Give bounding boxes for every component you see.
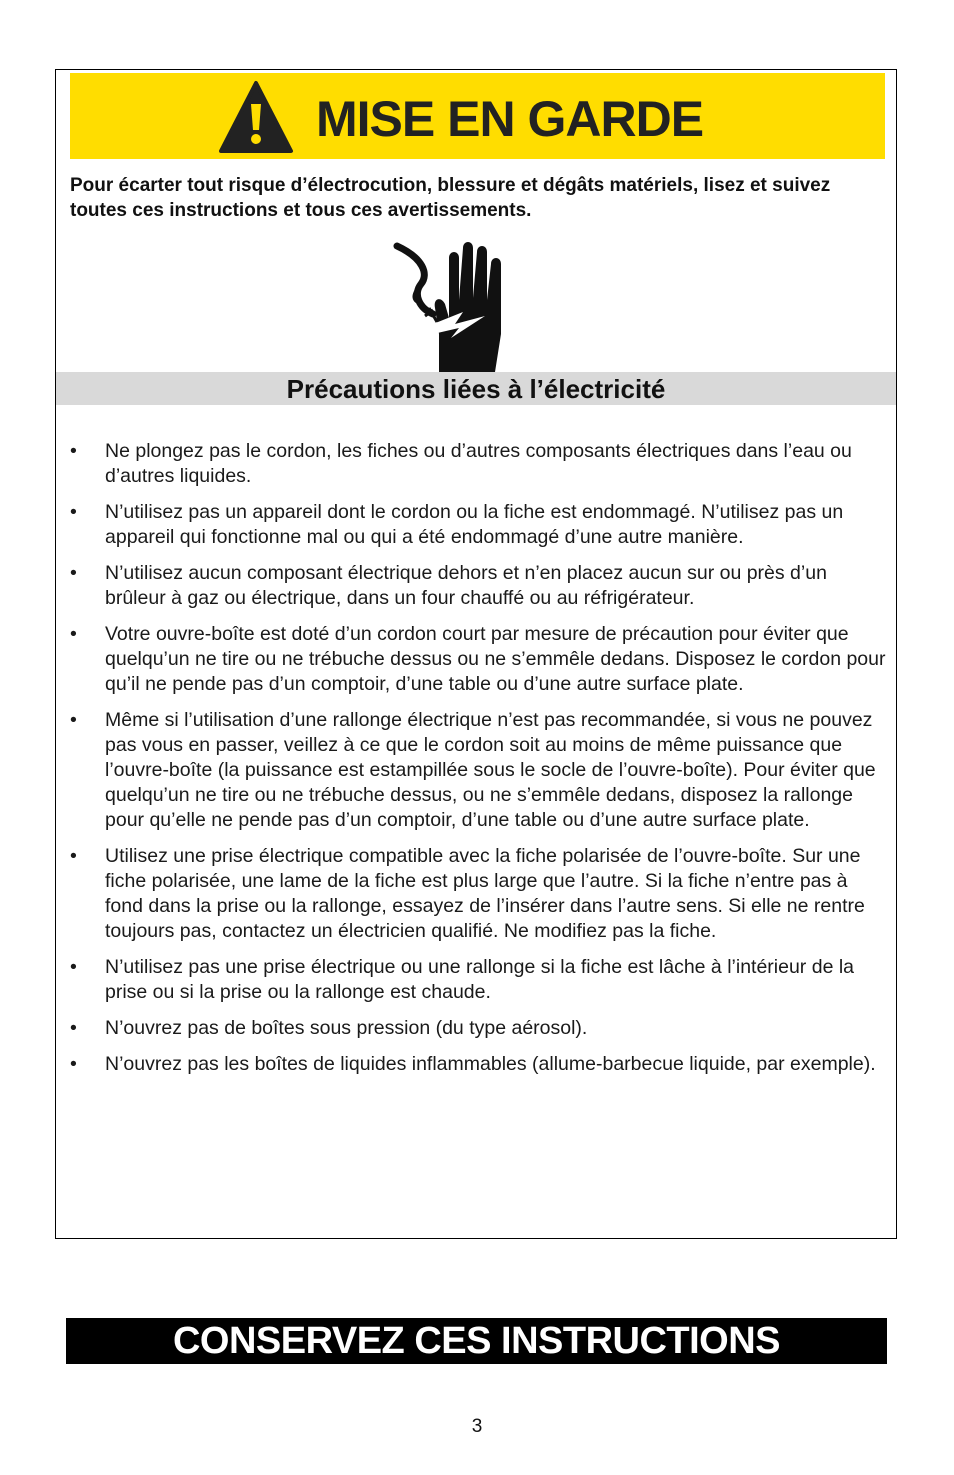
list-item-text: N’ouvrez pas les boîtes de liquides inflammables (allume-barbecue liquide, par exemple).: [105, 1053, 876, 1075]
page-number: 3: [471, 1416, 483, 1437]
bullet: •: [70, 623, 77, 645]
list-item: [70, 439, 890, 489]
bullet: •: [70, 562, 77, 584]
banner-title: MISE EN GARDE: [316, 91, 704, 147]
bullet: •: [70, 845, 77, 867]
bullet: •: [70, 956, 77, 978]
list-item-text: N’ouvrez pas de boîtes sous pression (du type aérosol).: [105, 1017, 588, 1039]
list-item: [70, 1052, 890, 1077]
bullet: •: [70, 1017, 77, 1039]
list-item-text: Même si l’utilisation d’une rallonge électrique n’est pas recommandée, si vous ne pouvez pas vous en passer, veillez à ce que le cordon soit au moins de même puissance que l’ouvre-boîte (la puissance est estampillée sous le socle de l’ouvre-boîte). Pour éviter que quelqu’un ne tire ou ne trébuche dessus, ou ne s’emmêle dedans, disposez la rallonge pour qu’elle ne pende pas d’un comptoir, d’une table ou d’une autre surface plate.: [105, 709, 876, 831]
list-item-text: Utilisez une prise électrique compatible avec la fiche polarisée de l’ouvre-boîte. Sur une fiche polarisée, une lame de la fiche est plus large que l’autre. Si la fiche n’entre pas à fond dans la prise ou la rallonge, essayez de l’insérer dans l’autre sens. Si elle ne rentre toujours pas, contactez un électricien qualifié. Ne modifiez pas la fiche.: [105, 845, 865, 942]
save-instructions-banner: [66, 1318, 887, 1364]
list-item-text: Ne plongez pas le cordon, les fiches ou d’autres composants électriques dans l’eau ou d’autres liquides.: [105, 440, 852, 487]
list-item: [70, 955, 890, 1005]
bullet: •: [70, 709, 77, 731]
list-item: [70, 844, 890, 944]
warning-banner: [70, 73, 885, 159]
list-item-text: N’utilisez aucun composant électrique dehors et n’en placez aucun sur ou près d’un brûleur à gaz ou électrique, dans un four chauffé ou au réfrigérateur.: [105, 562, 827, 609]
list-item: [70, 500, 890, 550]
list-item: [70, 1016, 890, 1041]
section-header-bar: [56, 372, 896, 405]
warning-triangle-icon: [218, 80, 294, 154]
bullet: •: [70, 1053, 77, 1075]
list-item: [70, 708, 890, 833]
intro-warning-text: Pour écarter tout risque d’électrocution, blessure et dégâts matériels, lisez et suivez toutes ces instructions et tous ces avertissements.: [70, 175, 831, 221]
bullet: •: [70, 440, 77, 462]
precautions-list: [70, 439, 890, 1088]
save-instructions-title: CONSERVEZ CES INSTRUCTIONS: [172, 1320, 781, 1362]
section-title: Précautions liées à l’électricité: [286, 374, 666, 404]
list-item-text: Votre ouvre-boîte est doté d’un cordon court par mesure de précaution pour éviter que quelqu’un ne tire ou ne trébuche dessus ou ne s’emmêle dedans. Disposez le cordon pour qu’il ne pende pas d’un comptoir, d’une table ou d’une autre surface plate.: [105, 623, 886, 695]
warning-box: [55, 69, 897, 1239]
electric-shock-hand-icon: [393, 238, 509, 372]
list-item-text: N’utilisez pas une prise électrique ou une rallonge si la fiche est lâche à l’intérieur de la prise ou si la prise ou la rallonge est chaude.: [105, 956, 855, 1003]
list-item-text: N’utilisez pas un appareil dont le cordon ou la fiche est endommagé. N’utilisez pas un appareil qui fonctionne mal ou qui a été endommagé d’une autre manière.: [105, 501, 844, 548]
bullet: •: [70, 501, 77, 523]
list-item: [70, 561, 890, 611]
list-item: [70, 622, 890, 697]
